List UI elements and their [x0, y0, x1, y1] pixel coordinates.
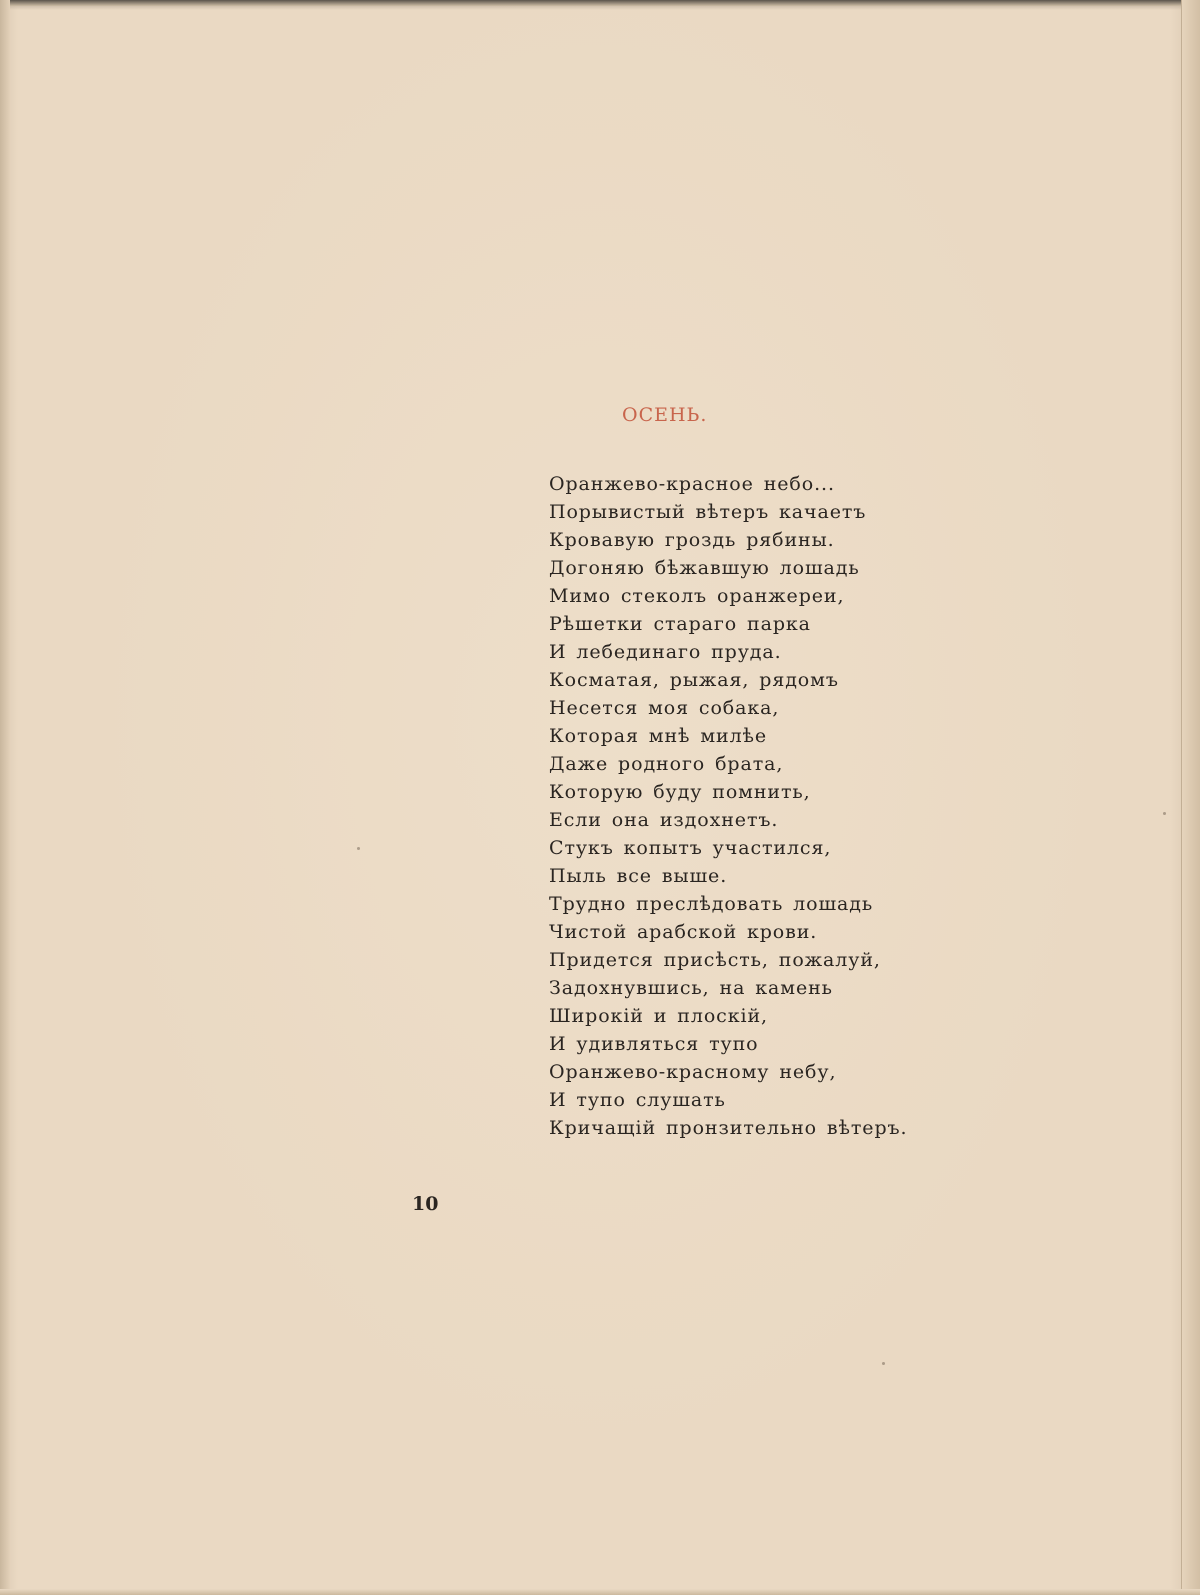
poem-line: Мимо стеколъ оранжереи,: [549, 585, 845, 607]
poem-line: И лебединаго пруда.: [549, 641, 782, 663]
poem-line: И удивляться тупо: [549, 1033, 759, 1055]
poem-line: Кровавую гроздь рябины.: [549, 529, 835, 551]
poem-line: Даже родного брата,: [549, 753, 784, 775]
poem-line: Оранжево-красное небо...: [549, 473, 835, 495]
poem-line: И тупо слушать: [549, 1089, 726, 1111]
poem-title: ОСЕНЬ.: [622, 404, 708, 426]
paper-speck: [357, 847, 360, 850]
page-top-edge: [0, 0, 1200, 6]
poem-line: Рѣшетки стараго парка: [549, 613, 811, 635]
poem-line: Придется присѣсть, пожалуй,: [549, 949, 881, 971]
poem-line: Которую буду помнить,: [549, 781, 811, 803]
poem-line: Косматая, рыжая, рядомъ: [549, 669, 839, 691]
poem-line: Широкій и плоскій,: [549, 1005, 768, 1027]
poem-line: Чистой арабской крови.: [549, 921, 818, 943]
poem-line: Порывистый вѣтеръ качаетъ: [549, 501, 867, 523]
page-bottom-edge: [0, 1589, 1200, 1595]
poem-line: Если она издохнетъ.: [549, 809, 779, 831]
page-right-edge: [1181, 0, 1200, 1595]
poem-line: Оранжево-красному небу,: [549, 1061, 837, 1083]
poem-line: Стукъ копытъ участился,: [549, 837, 832, 859]
poem-line: Задохнувшись, на камень: [549, 977, 833, 999]
page-left-edge: [0, 0, 10, 1595]
poem-body: [549, 470, 907, 1142]
poem-line: Несется моя собака,: [549, 697, 780, 719]
page-number: 10: [412, 1193, 439, 1215]
poem-line: Пыль все выше.: [549, 865, 728, 887]
poem-line: Которая мнѣ милѣе: [549, 725, 768, 747]
poem-line: Трудно преслѣдовать лошадь: [549, 893, 874, 915]
poem-line: Кричащій пронзительно вѣтеръ.: [549, 1117, 908, 1139]
poem-line: Догоняю бѣжавшую лошадь: [549, 557, 860, 579]
paper-speck: [1163, 812, 1166, 815]
paper-speck: [882, 1362, 885, 1365]
